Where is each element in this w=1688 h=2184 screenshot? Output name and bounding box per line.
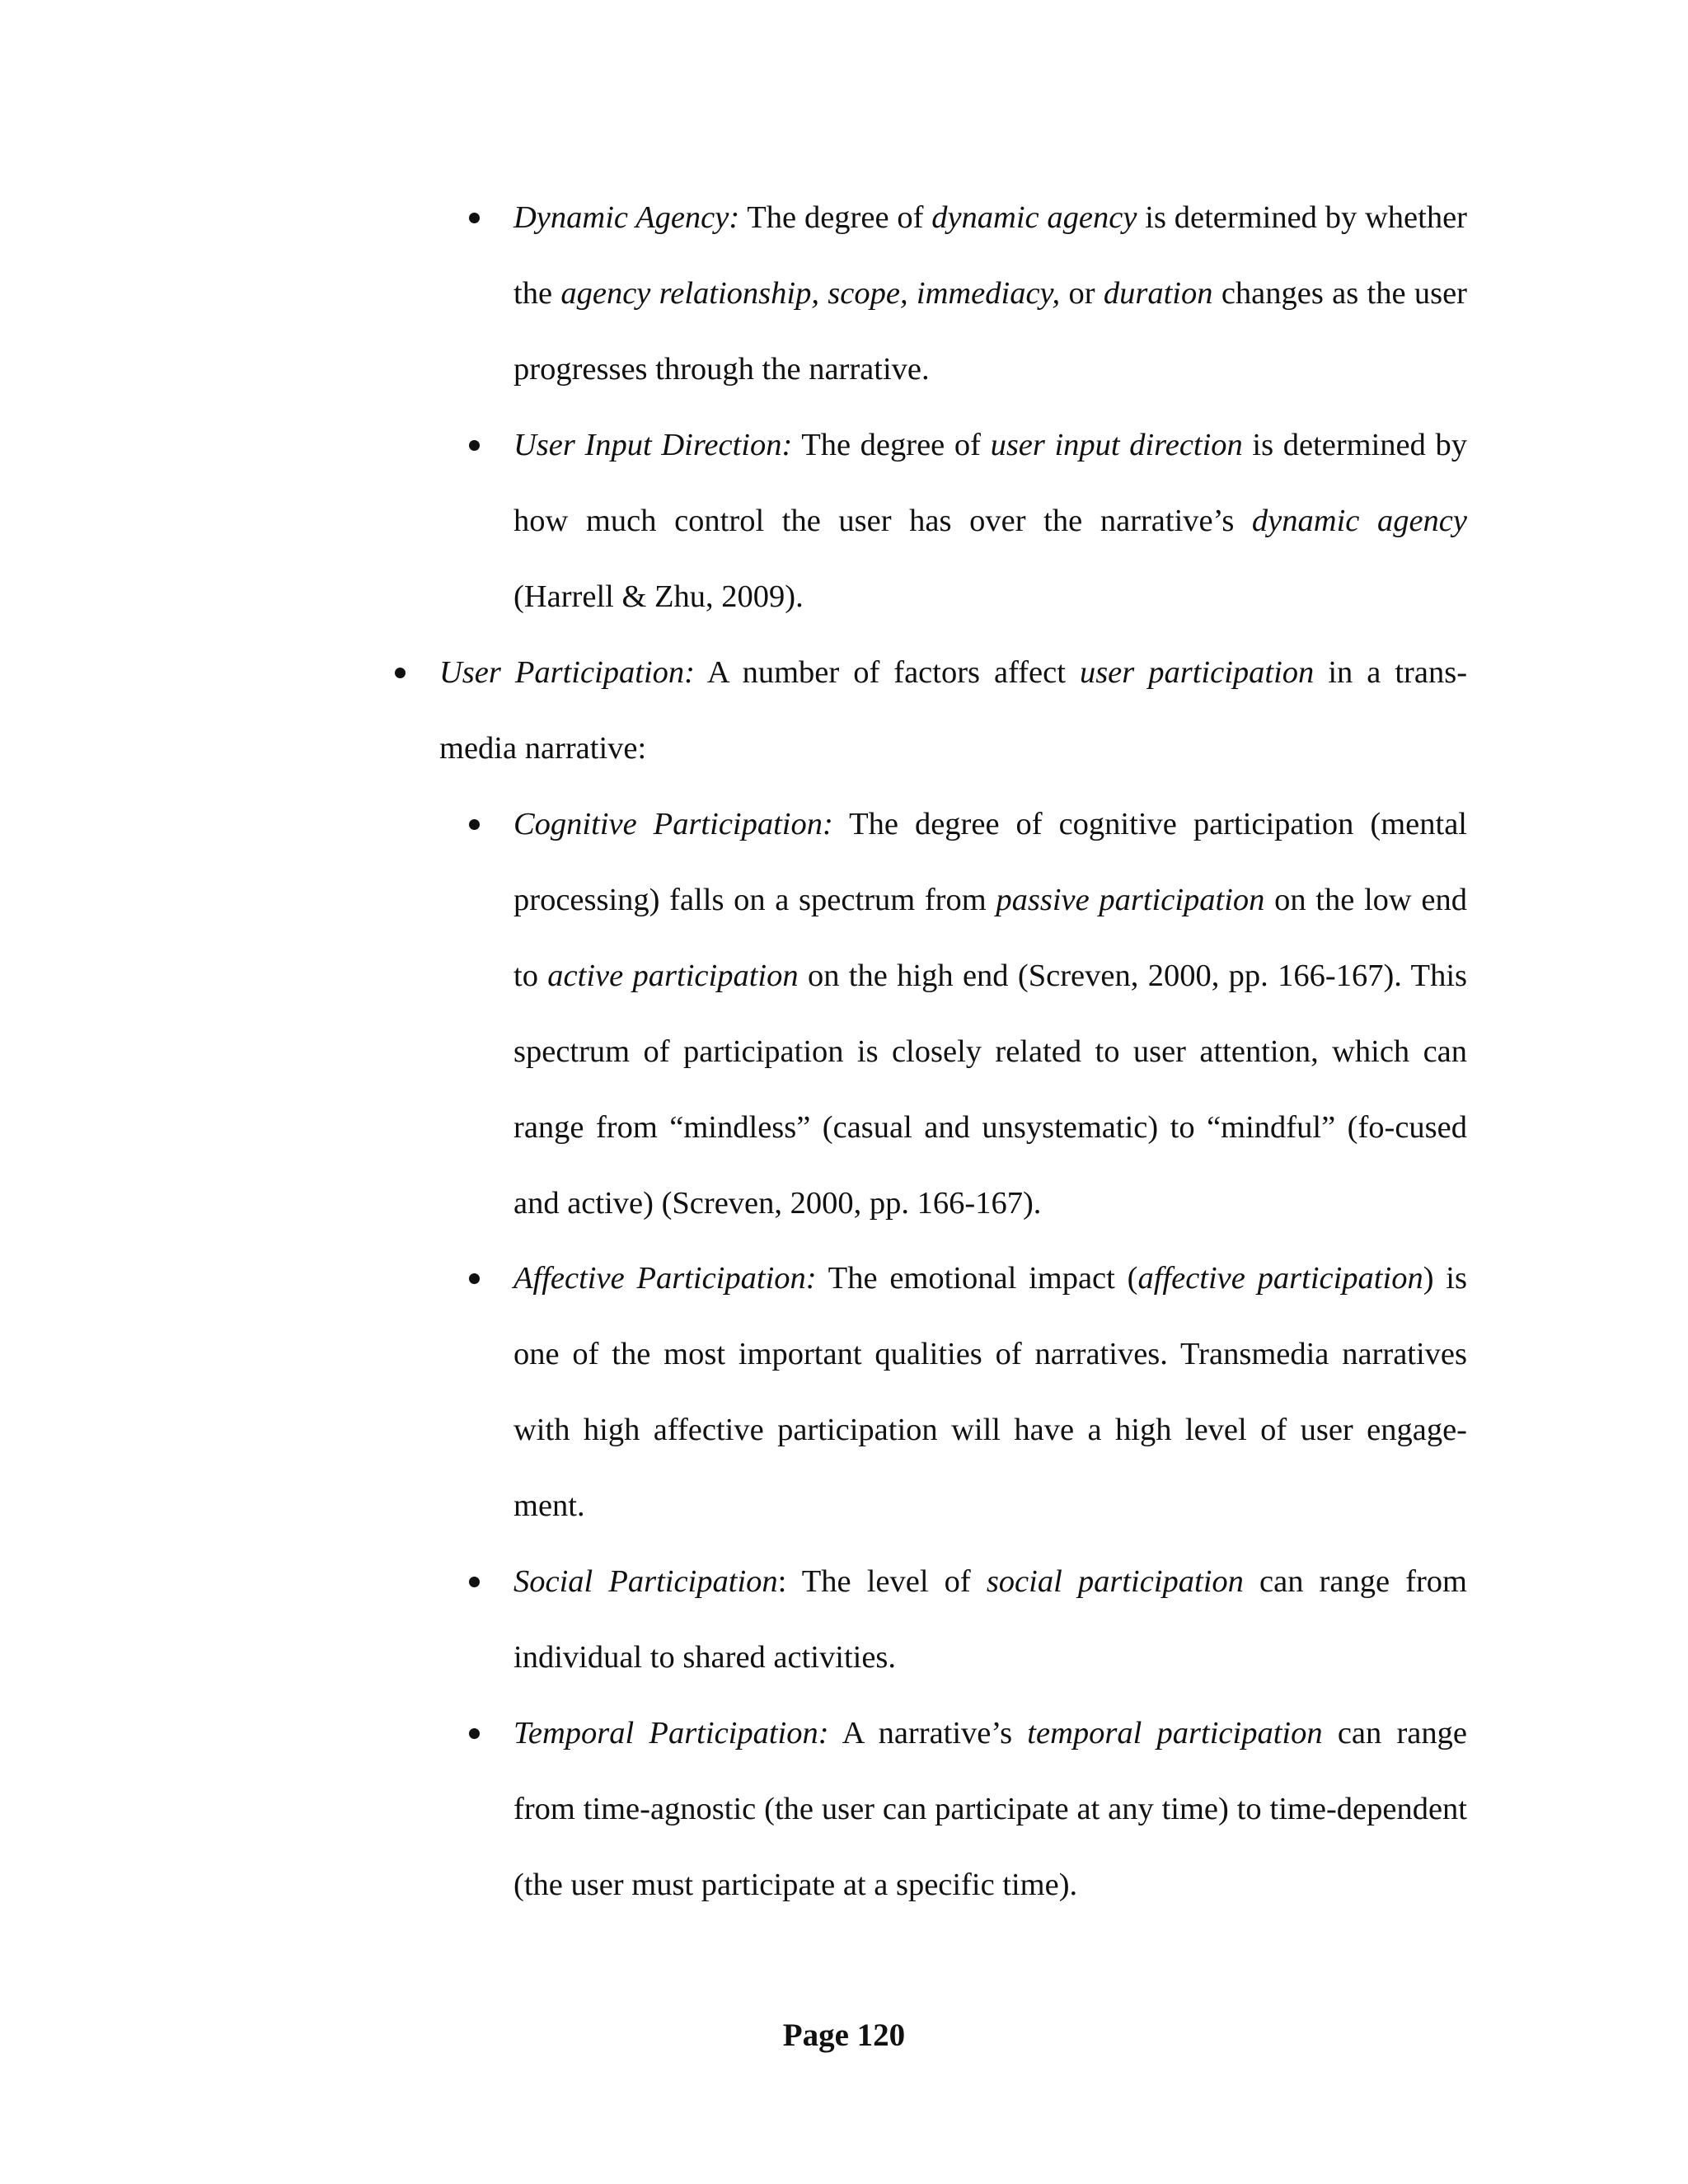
italic-run: dynamic agency: [931, 200, 1137, 235]
text-run: or: [1060, 276, 1104, 311]
page-number: Page 120: [782, 2018, 906, 2053]
bullet-cognitive-participation: [513, 786, 1467, 1241]
italic-run: dynamic agency: [1251, 504, 1467, 538]
bullet-dot: [469, 213, 480, 223]
bullet-dot: [469, 1728, 480, 1739]
item-term: Affective Participation:: [513, 1261, 817, 1296]
item-term: Social Participation: [513, 1564, 778, 1599]
italic-run: agency relationship, scope, immediacy,: [560, 276, 1061, 311]
italic-run: user participation: [1079, 655, 1315, 690]
bullet-dynamic-agency: [513, 180, 1467, 407]
bullet-dot: [469, 1577, 480, 1587]
text-run: on the low end to: [513, 883, 1467, 993]
italic-run: passive participation: [996, 883, 1265, 917]
item-text: [513, 1261, 1467, 1523]
italic-run: active participation: [547, 958, 799, 993]
text-run: on the high end (Screven, 2000, pp. 166-167). This spectrum of participation is closely related to user attention, which can range from “mindless” (casual and unsystematic) to “mindful” (fo-cused and active) (Screven, 2000, pp. 166-167).: [513, 958, 1467, 1221]
bullet-affective-participation: [513, 1240, 1467, 1544]
text-run: The degree of cognitive participation (mental processing) falls on a spectrum from: [513, 807, 1467, 917]
item-text: [439, 655, 1467, 766]
text-run: is determined by how much control the user has over the narrative’s: [513, 428, 1467, 538]
text-run: The degree of: [739, 200, 932, 235]
text-run: can range from time-agnostic (the user can participate at any time) to time-dependent (the user must participate at a specific time).: [513, 1716, 1467, 1902]
item-text: [513, 1564, 1467, 1675]
bullet-user-input-direction: [513, 407, 1467, 635]
text-run: The degree of: [792, 428, 991, 462]
text-run: can range from individual to shared activities.: [513, 1564, 1467, 1675]
text-run: changes as the user progresses through the narrative.: [513, 276, 1467, 387]
item-text: [513, 1716, 1467, 1902]
italic-run: temporal participation: [1027, 1716, 1323, 1750]
text-run: is determined by whether the: [513, 200, 1467, 311]
item-term: User Participation:: [439, 655, 696, 690]
item-term: Cognitive Participation:: [513, 807, 833, 841]
text-run: ) is one of the most important qualities of narratives. Transmedia narratives with high affective participation will have a high level of user engage-ment.: [513, 1261, 1467, 1523]
text-run: A number of factors affect: [695, 655, 1080, 690]
italic-run: social participation: [986, 1564, 1244, 1599]
bullet-temporal-participation: [513, 1695, 1467, 1923]
text-run: (Harrell & Zhu, 2009).: [513, 579, 804, 614]
text-run: : The level of: [777, 1564, 987, 1599]
bullet-user-participation: [439, 635, 1467, 786]
bullet-dot: [469, 819, 480, 830]
item-term: Dynamic Agency:: [513, 200, 740, 235]
bullet-dot: [469, 1273, 480, 1284]
italic-run: user input direction: [990, 428, 1243, 462]
bullet-dot: [395, 668, 406, 678]
item-text: [513, 428, 1467, 614]
italic-run: duration: [1103, 276, 1213, 311]
item-text: [513, 807, 1467, 1221]
bullet-dot: [469, 440, 480, 451]
item-term: Temporal Participation:: [513, 1716, 829, 1750]
italic-run: affective participation: [1137, 1261, 1423, 1296]
item-text: [513, 200, 1467, 387]
item-term: User Input Direction:: [513, 428, 793, 462]
text-run: The emotional impact (: [816, 1261, 1138, 1296]
text-run: A narrative’s: [828, 1716, 1028, 1750]
text-run: in a trans-media narrative:: [439, 655, 1468, 766]
bullet-social-participation: [513, 1544, 1467, 1695]
